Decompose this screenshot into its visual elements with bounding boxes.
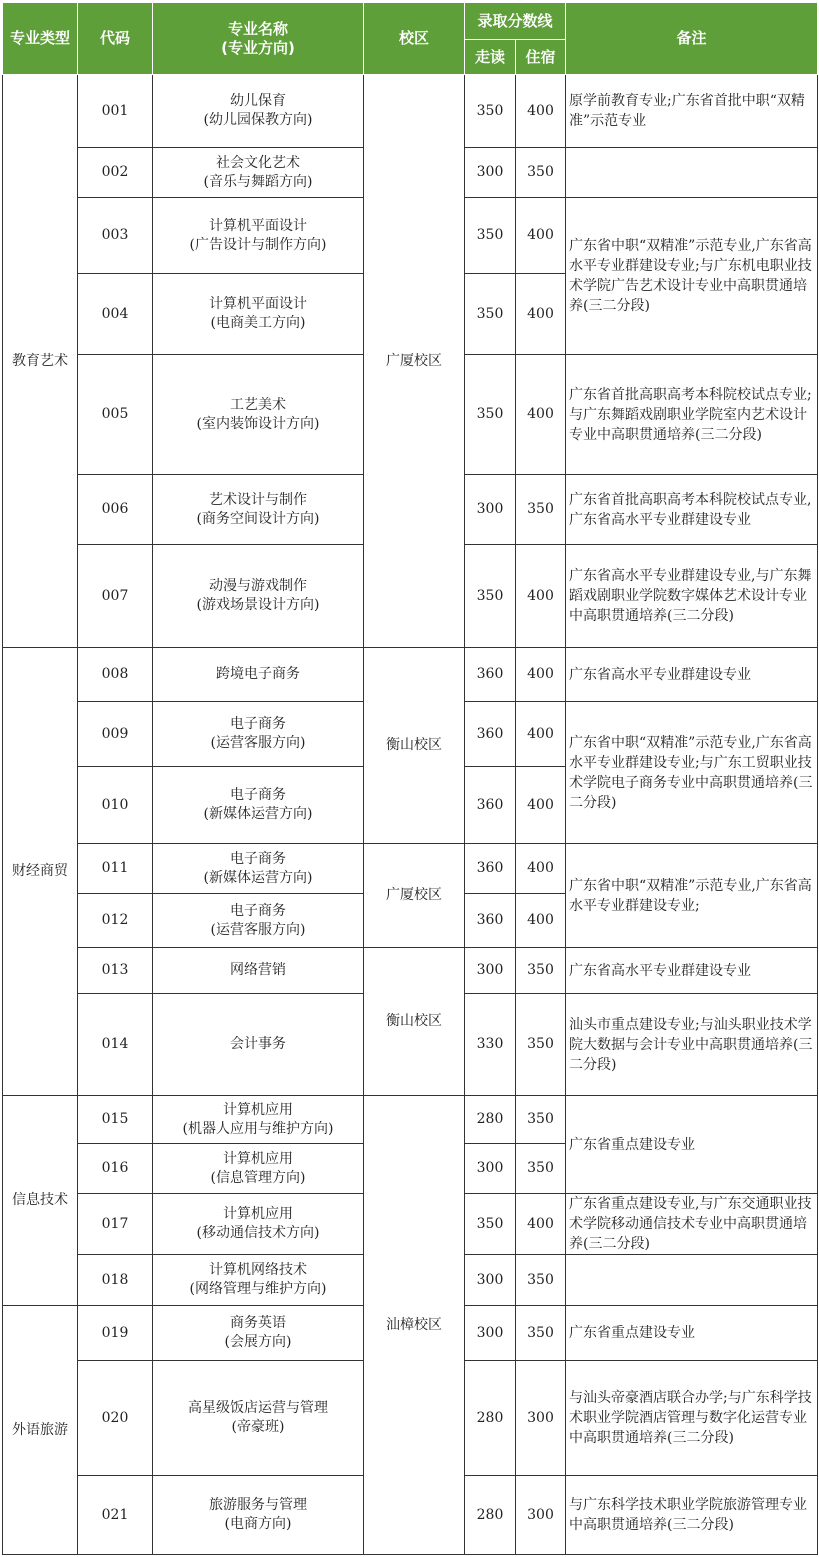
major-name: 跨境电子商务 [216, 666, 300, 682]
walk-score-cell: 360 [465, 767, 516, 844]
note-cell: 原学前教育专业;广东省首批中职“双精准”示范专业 [566, 75, 818, 148]
major-name-cell [153, 948, 364, 994]
major-direction: (新媒体运营方向) [203, 806, 313, 822]
major-direction: (新媒体运营方向) [203, 869, 313, 886]
major-name: 计算机应用 [223, 1101, 293, 1118]
table-row [3, 844, 818, 894]
code-cell: 009 [78, 702, 153, 767]
major-direction: (电商方向) [224, 1516, 292, 1532]
table-row [3, 1096, 818, 1144]
major-direction: (广告设计与制作方向) [189, 236, 327, 253]
major-name-cell [153, 198, 364, 274]
major-name: 计算机平面设计 [209, 217, 307, 234]
header-campus: 校区 [364, 3, 465, 75]
major-name: 网络营销 [230, 962, 286, 978]
major-name: 计算机平面设计 [209, 296, 307, 312]
walk-score-cell: 360 [465, 894, 516, 948]
admission-score-table [2, 2, 818, 1555]
code-cell: 013 [78, 948, 153, 994]
campus-cell: 广厦校区 [364, 844, 465, 948]
campus-cell: 广厦校区 [364, 75, 465, 648]
major-name: 旅游服务与管理 [209, 1497, 307, 1513]
code-cell: 008 [78, 648, 153, 702]
major-name-cell [153, 1096, 364, 1144]
walk-score-cell: 280 [465, 1476, 516, 1555]
header-code: 代码 [78, 3, 153, 75]
major-name-cell [153, 274, 364, 355]
board-score-cell: 400 [516, 355, 566, 475]
walk-score-cell: 360 [465, 648, 516, 702]
note-cell: 广东省首批高职高考本科院校试点专业;与广东舞蹈戏剧职业学院室内艺术设计专业中高职贯通培养(三二分段) [566, 355, 818, 475]
board-score-cell: 350 [516, 148, 566, 198]
major-direction: (信息管理方向) [210, 1169, 306, 1186]
major-name: 计算机应用 [223, 1206, 293, 1222]
header-type: 专业类型 [3, 3, 78, 75]
code-cell: 005 [78, 355, 153, 475]
code-cell: 020 [78, 1361, 153, 1476]
code-cell: 010 [78, 767, 153, 844]
board-score-cell: 400 [516, 894, 566, 948]
major-name: 艺术设计与制作 [209, 491, 307, 508]
code-cell: 019 [78, 1306, 153, 1361]
major-direction: (游戏场景设计方向) [196, 597, 320, 613]
walk-score-cell: 300 [465, 1144, 516, 1194]
major-name: 社会文化艺术 [216, 154, 300, 171]
table-row [3, 75, 818, 148]
board-score-cell: 300 [516, 1361, 566, 1476]
major-name-cell [153, 148, 364, 198]
note-cell: 广东省重点建设专业,与广东交通职业技术学院移动通信技术专业中高职贯通培养(三二分段) [566, 1194, 818, 1255]
major-name: 电子商务 [230, 902, 286, 919]
note-cell: 广东省首批高职高考本科院校试点专业,广东省高水平专业群建设专业 [566, 475, 818, 545]
major-direction: (音乐与舞蹈方向) [203, 173, 313, 190]
note-cell: 汕头市重点建设专业;与汕头职业技术学院大数据与会计专业中高职贯通培养(三二分段) [566, 994, 818, 1096]
major-name-cell [153, 545, 364, 648]
major-name: 计算机网络技术 [209, 1262, 307, 1278]
code-cell: 006 [78, 475, 153, 545]
category-cell: 信息技术 [3, 1096, 78, 1306]
note-cell: 与广东科学技术职业学院旅游管理专业中高职贯通培养(三二分段) [566, 1476, 818, 1555]
note-cell: 与汕头帝豪酒店联合办学;与广东科学技术职业学院酒店管理与数字化运营专业中高职贯通培养(三二分段) [566, 1361, 818, 1476]
major-direction: (帝豪班) [231, 1419, 285, 1435]
board-score-cell: 400 [516, 198, 566, 274]
major-name-cell [153, 1194, 364, 1255]
code-cell: 018 [78, 1255, 153, 1306]
major-name: 商务英语 [230, 1315, 286, 1331]
code-cell: 021 [78, 1476, 153, 1555]
note-cell [566, 148, 818, 198]
board-score-cell: 400 [516, 702, 566, 767]
major-direction: (幼儿园保教方向) [203, 112, 313, 128]
major-name: 会计事务 [230, 1036, 286, 1052]
major-direction: (商务空间设计方向) [196, 510, 320, 527]
major-name: 高星级饭店运营与管理 [188, 1400, 328, 1416]
code-cell: 017 [78, 1194, 153, 1255]
code-cell: 001 [78, 75, 153, 148]
walk-score-cell: 300 [465, 948, 516, 994]
major-direction: (移动通信技术方向) [196, 1225, 320, 1241]
major-name-cell [153, 1361, 364, 1476]
note-cell: 广东省高水平专业群建设专业 [566, 948, 818, 994]
note-cell: 广东省中职“双精准”示范专业,广东省高水平专业群建设专业; [566, 844, 818, 948]
board-score-cell: 300 [516, 1476, 566, 1555]
header-note: 备注 [566, 3, 818, 75]
category-cell: 财经商贸 [3, 648, 78, 1096]
code-cell: 011 [78, 844, 153, 894]
table-row [3, 948, 818, 994]
code-cell: 012 [78, 894, 153, 948]
walk-score-cell: 280 [465, 1361, 516, 1476]
major-direction: (运营客服方向) [210, 921, 306, 938]
major-name-cell [153, 844, 364, 894]
major-name: 电子商务 [230, 716, 286, 732]
major-name-cell [153, 702, 364, 767]
major-name-cell [153, 1476, 364, 1555]
board-score-cell: 400 [516, 274, 566, 355]
note-cell [566, 1255, 818, 1306]
walk-score-cell: 350 [465, 198, 516, 274]
board-score-cell: 350 [516, 475, 566, 545]
walk-score-cell: 350 [465, 75, 516, 148]
major-direction: (电商美工方向) [210, 315, 306, 331]
major-name: 幼儿保育 [230, 93, 286, 109]
header-name-line1: 专业名称 [227, 19, 288, 38]
board-score-cell: 400 [516, 767, 566, 844]
note-cell: 广东省重点建设专业 [566, 1306, 818, 1361]
board-score-cell: 350 [516, 948, 566, 994]
major-direction: (网络管理与维护方向) [189, 1281, 327, 1297]
table-row [3, 648, 818, 702]
campus-cell: 衡山校区 [364, 648, 465, 844]
header-score: 录取分数线 [465, 3, 566, 40]
walk-score-cell: 350 [465, 1194, 516, 1255]
walk-score-cell: 300 [465, 475, 516, 545]
major-name: 动漫与游戏制作 [209, 578, 307, 594]
walk-score-cell: 300 [465, 148, 516, 198]
major-name: 电子商务 [230, 850, 286, 867]
walk-score-cell: 350 [465, 545, 516, 648]
major-name-cell [153, 894, 364, 948]
header-name-line2: (专业方向) [221, 38, 295, 57]
walk-score-cell: 300 [465, 1306, 516, 1361]
board-score-cell: 350 [516, 1255, 566, 1306]
code-cell: 015 [78, 1096, 153, 1144]
campus-cell: 汕樟校区 [364, 1096, 465, 1555]
note-cell: 广东省重点建设专业 [566, 1096, 818, 1194]
major-name-cell [153, 1144, 364, 1194]
board-score-cell: 400 [516, 75, 566, 148]
major-name: 电子商务 [230, 787, 286, 803]
major-name-cell [153, 767, 364, 844]
walk-score-cell: 330 [465, 994, 516, 1096]
walk-score-cell: 350 [465, 355, 516, 475]
major-name-cell [153, 994, 364, 1096]
walk-score-cell: 360 [465, 844, 516, 894]
board-score-cell: 400 [516, 844, 566, 894]
major-name-cell [153, 1255, 364, 1306]
major-name-cell [153, 355, 364, 475]
major-name-cell [153, 75, 364, 148]
board-score-cell: 400 [516, 648, 566, 702]
board-score-cell: 350 [516, 1096, 566, 1144]
category-cell: 教育艺术 [3, 75, 78, 648]
board-score-cell: 350 [516, 994, 566, 1096]
note-cell: 广东省中职“双精准”示范专业,广东省高水平专业群建设专业;与广东工贸职业技术学院电子商务专业中高职贯通培养(三二分段) [566, 702, 818, 844]
code-cell: 016 [78, 1144, 153, 1194]
major-direction: (运营客服方向) [210, 735, 306, 751]
header-board: 住宿 [516, 40, 566, 75]
note-cell: 广东省高水平专业群建设专业 [566, 648, 818, 702]
code-cell: 002 [78, 148, 153, 198]
major-direction: (室内装饰设计方向) [196, 415, 320, 432]
note-cell: 广东省中职“双精准”示范专业,广东省高水平专业群建设专业;与广东机电职业技术学院广告艺术设计专业中高职贯通培养(三二分段) [566, 198, 818, 355]
header-walk: 走读 [465, 40, 516, 75]
board-score-cell: 350 [516, 1144, 566, 1194]
major-direction: (机器人应用与维护方向) [182, 1120, 334, 1137]
major-name: 计算机应用 [223, 1150, 293, 1167]
walk-score-cell: 350 [465, 274, 516, 355]
board-score-cell: 400 [516, 545, 566, 648]
code-cell: 003 [78, 198, 153, 274]
walk-score-cell: 300 [465, 1255, 516, 1306]
major-name-cell [153, 648, 364, 702]
header-name [153, 3, 364, 75]
campus-cell: 衡山校区 [364, 948, 465, 1096]
board-score-cell: 350 [516, 1306, 566, 1361]
code-cell: 007 [78, 545, 153, 648]
category-cell: 外语旅游 [3, 1306, 78, 1555]
note-cell: 广东省高水平专业群建设专业,与广东舞蹈戏剧职业学院数字媒体艺术设计专业中高职贯通培养(三二分段) [566, 545, 818, 648]
major-direction: (会展方向) [224, 1334, 292, 1350]
board-score-cell: 400 [516, 1194, 566, 1255]
walk-score-cell: 280 [465, 1096, 516, 1144]
code-cell: 014 [78, 994, 153, 1096]
major-name: 工艺美术 [230, 396, 286, 413]
major-name-cell [153, 1306, 364, 1361]
code-cell: 004 [78, 274, 153, 355]
walk-score-cell: 360 [465, 702, 516, 767]
major-name-cell [153, 475, 364, 545]
